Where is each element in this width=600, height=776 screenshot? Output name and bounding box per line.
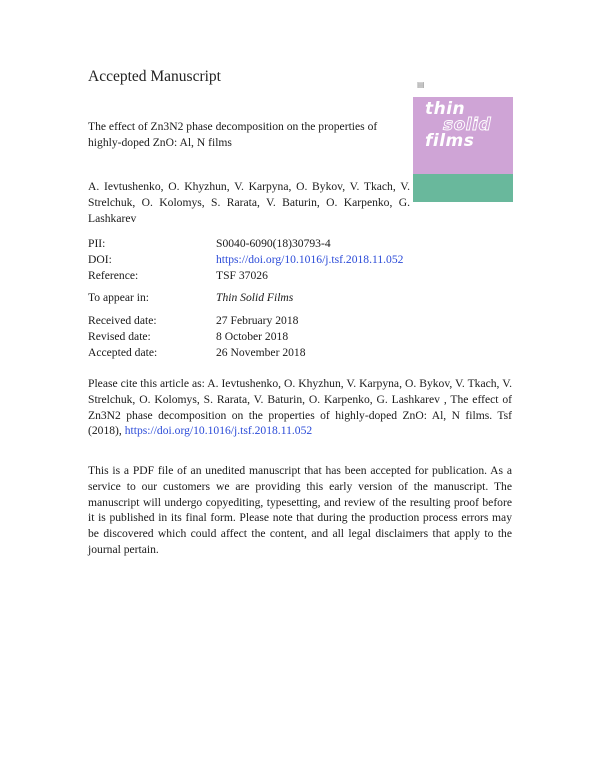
revised-date-value: 8 October 2018 <box>216 330 289 343</box>
page-heading: Accepted Manuscript <box>88 68 221 85</box>
accepted-date-value: 26 November 2018 <box>216 346 306 359</box>
journal-name: Thin Solid Films <box>216 291 294 304</box>
article-title: The effect of Zn3N2 phase decomposition on the properties of highly-doped ZnO: Al, N films <box>88 120 378 149</box>
publisher-logo-icon: ▤ <box>417 80 425 89</box>
author-list: A. Ievtushenko, O. Khyzhun, V. Karpyna, O. Bykov, V. Tkach, V. Strelchuk, O. Kolomys, S. Rarata, V. Baturin, O. Karpenko, G. Lashkarev <box>88 180 410 225</box>
received-date-value: 27 February 2018 <box>216 314 299 327</box>
accepted-date-label: Accepted date: <box>88 346 158 359</box>
pii-label: PII: <box>88 237 106 250</box>
reference-label: Reference: <box>88 269 139 282</box>
citation-doi-link[interactable]: https://doi.org/10.1016/j.tsf.2018.11.052 <box>124 424 313 438</box>
received-date-label: Received date: <box>88 314 157 327</box>
citation-text: Please cite this article as: A. Ievtushenko, O. Khyzhun, V. Karpyna, O. Bykov, V. Tkach, V. Strelchuk, O. Kolomys, S. Rarata, V. Baturin, O. Karpenko, G. Lashkarev , The effect of Zn3N2 phase decomposition on the properties of highly-doped ZnO: Al, N films. Tsf (2018), <box>88 377 512 438</box>
manuscript-notice: This is a PDF file of an unedited manuscript that has been accepted for publication. As a service to our customers we are providing this early version of the manuscript. The manuscript will undergo copyediting, typesetting, and review of the resulting proof before it is published in its final form. Please note that during the production process errors may be discovered which could affect the content, and all legal disclaimers that apply to the journal pertain. <box>88 464 512 556</box>
cover-bottom-band <box>413 174 513 202</box>
journal-cover-image <box>413 77 513 202</box>
doi-link[interactable]: https://doi.org/10.1016/j.tsf.2018.11.052 <box>216 253 404 266</box>
cover-word-solid: solid <box>443 115 492 135</box>
cover-word-films: films <box>425 131 475 151</box>
appear-in-label: To appear in: <box>88 291 149 304</box>
reference-value: TSF 37026 <box>216 269 268 282</box>
cover-word-thin: thin <box>425 99 466 119</box>
revised-date-label: Revised date: <box>88 330 151 343</box>
doi-label: DOI: <box>88 253 112 266</box>
citation-paragraph <box>88 376 512 439</box>
pii-value: S0040-6090(18)30793-4 <box>216 237 331 250</box>
cover-top-band <box>413 77 513 97</box>
